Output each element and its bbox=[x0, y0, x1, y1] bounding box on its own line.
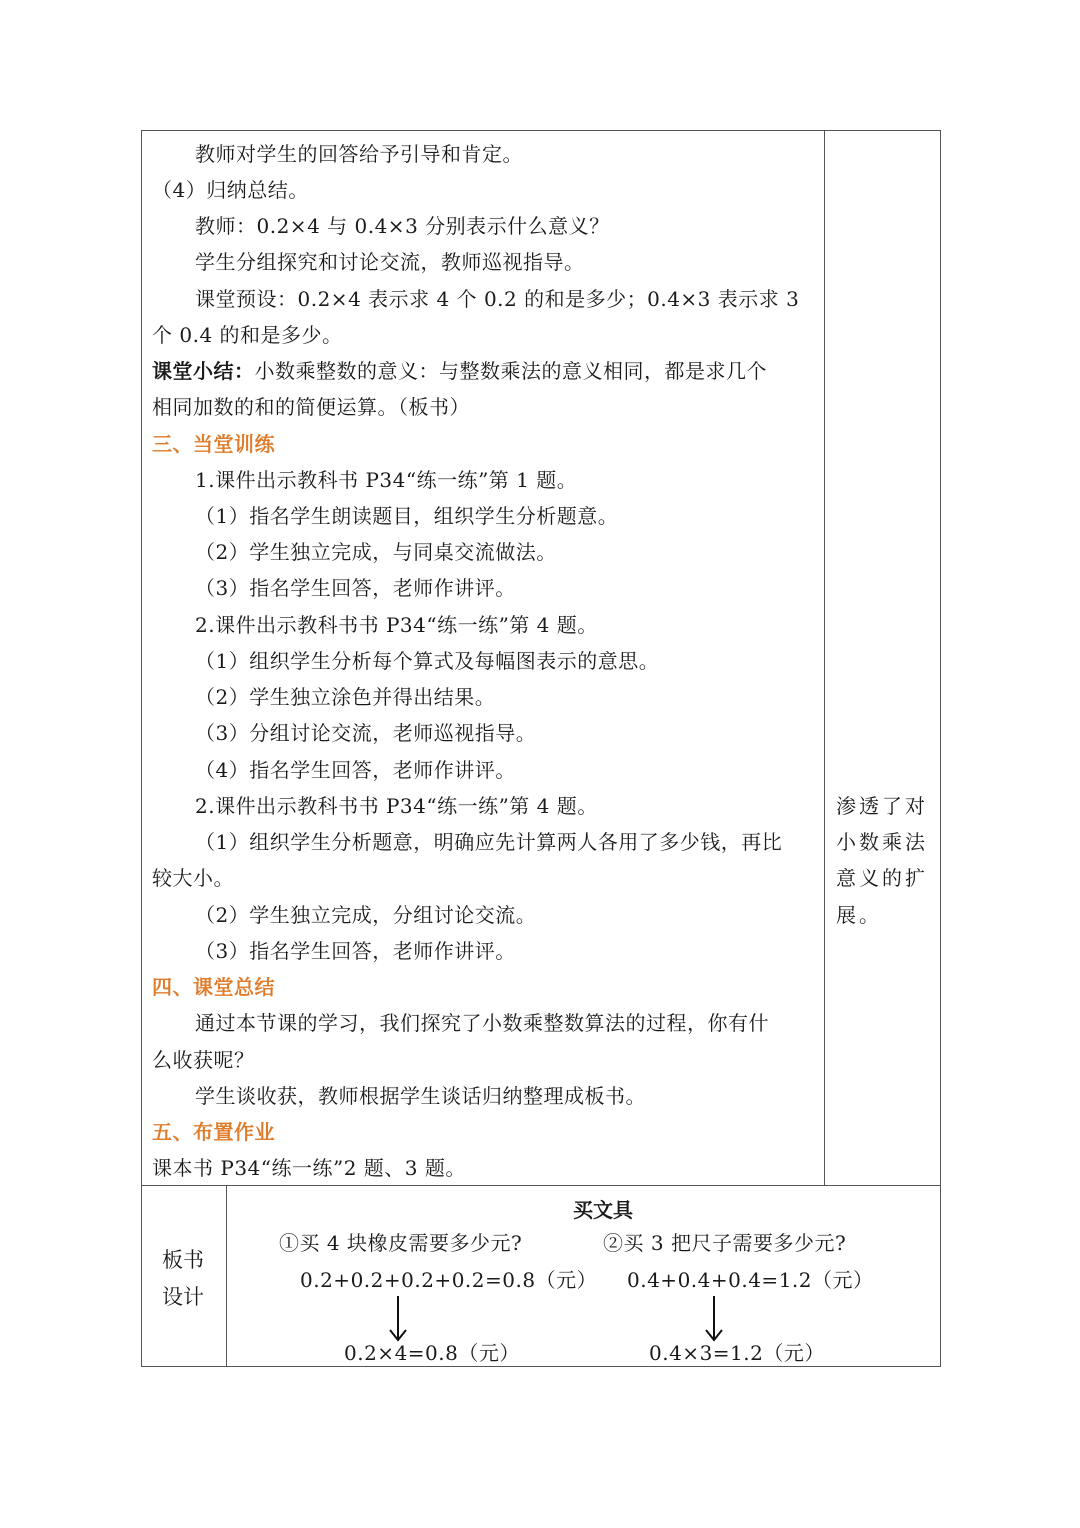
section-heading: 三、当堂训练 bbox=[152, 432, 275, 456]
text-line: 学生分组探究和讨论交流，教师巡视指导。 bbox=[195, 250, 585, 274]
text-line: 课堂预设：0.2×4 表示求 4 个 0.2 的和是多少；0.4×3 表示求 3 bbox=[195, 287, 800, 311]
text-line: 相同加数的和的简便运算。（板书） bbox=[152, 395, 470, 419]
board-question-2: ②买 3 把尺子需要多少元? bbox=[603, 1231, 847, 1255]
board-multiplication-2: 0.4×3=1.2（元） bbox=[649, 1341, 825, 1365]
text-line: 个 0.4 的和是多少。 bbox=[152, 323, 343, 347]
text-line: （1）组织学生分析每个算式及每幅图表示的意思。 bbox=[195, 649, 660, 673]
board-title: 买文具 bbox=[573, 1198, 633, 1222]
text-line: （4）指名学生回答，老师作讲评。 bbox=[195, 758, 516, 782]
side-note-line: 意义的扩 bbox=[836, 866, 928, 890]
board-multiplication-1: 0.2×4=0.8（元） bbox=[344, 1341, 520, 1365]
text-line: 教师：0.2×4 与 0.4×3 分别表示什么意义？ bbox=[195, 214, 610, 238]
text-line: 学生谈收获，教师根据学生谈话归纳整理成板书。 bbox=[195, 1084, 646, 1108]
summary-line bbox=[152, 359, 767, 383]
board-question-1: ①买 4 块橡皮需要多少元? bbox=[279, 1231, 523, 1255]
side-note-line: 展。 bbox=[836, 903, 882, 927]
section-heading: 五、布置作业 bbox=[152, 1120, 275, 1144]
section-heading: 四、课堂总结 bbox=[152, 975, 275, 999]
arrow-down-icon bbox=[704, 1296, 724, 1342]
text-line: （2）学生独立涂色并得出结果。 bbox=[195, 685, 496, 709]
text-line: 课本书 P34“练一练”2 题、3 题。 bbox=[152, 1156, 466, 1180]
text-line: 较大小。 bbox=[152, 866, 234, 890]
text-line: 2.课件出示教科书书 P34“练一练”第 4 题。 bbox=[195, 613, 598, 637]
text-line: （1）组织学生分析题意，明确应先计算两人各用了多少钱，再比 bbox=[195, 830, 783, 854]
arrow-down-icon bbox=[388, 1296, 408, 1342]
text-line: 教师对学生的回答给予引导和肯定。 bbox=[195, 142, 523, 166]
row-divider-board bbox=[141, 1185, 941, 1186]
summary-label: 课堂小结： bbox=[152, 359, 255, 383]
text-line: 1.课件出示教科书 P34“练一练”第 1 题。 bbox=[195, 468, 578, 492]
text-line: （3）指名学生回答，老师作讲评。 bbox=[195, 939, 516, 963]
text-line: 么收获呢？ bbox=[152, 1048, 255, 1072]
text-line: （2）学生独立完成，分组讨论交流。 bbox=[195, 903, 537, 927]
board-addition-1: 0.2+0.2+0.2+0.2=0.8（元） bbox=[300, 1268, 598, 1292]
board-label-line2: 设计 bbox=[162, 1285, 204, 1309]
text-line: 通过本节课的学习，我们探究了小数乘整数算法的过程，你有什 bbox=[195, 1011, 769, 1035]
board-label-line1: 板书 bbox=[162, 1248, 204, 1272]
column-divider-board-label bbox=[226, 1185, 227, 1367]
column-divider-notes bbox=[824, 130, 825, 1185]
lesson-table bbox=[141, 130, 941, 1367]
side-note-line: 小数乘法 bbox=[836, 830, 928, 854]
text-line: （3）指名学生回答，老师作讲评。 bbox=[195, 576, 516, 600]
side-note-line: 渗透了对 bbox=[836, 794, 928, 818]
text-line: （3）分组讨论交流，老师巡视指导。 bbox=[195, 721, 537, 745]
board-addition-2: 0.4+0.4+0.4=1.2（元） bbox=[627, 1268, 874, 1292]
text-line: （1）指名学生朗读题目，组织学生分析题意。 bbox=[195, 504, 619, 528]
text-line: 2.课件出示教科书书 P34“练一练”第 4 题。 bbox=[195, 794, 598, 818]
text-line: （4）归纳总结。 bbox=[152, 178, 309, 202]
text-line: （2）学生独立完成，与同桌交流做法。 bbox=[195, 540, 557, 564]
summary-text: 小数乘整数的意义：与整数乘法的意义相同，都是求几个 bbox=[254, 359, 767, 383]
